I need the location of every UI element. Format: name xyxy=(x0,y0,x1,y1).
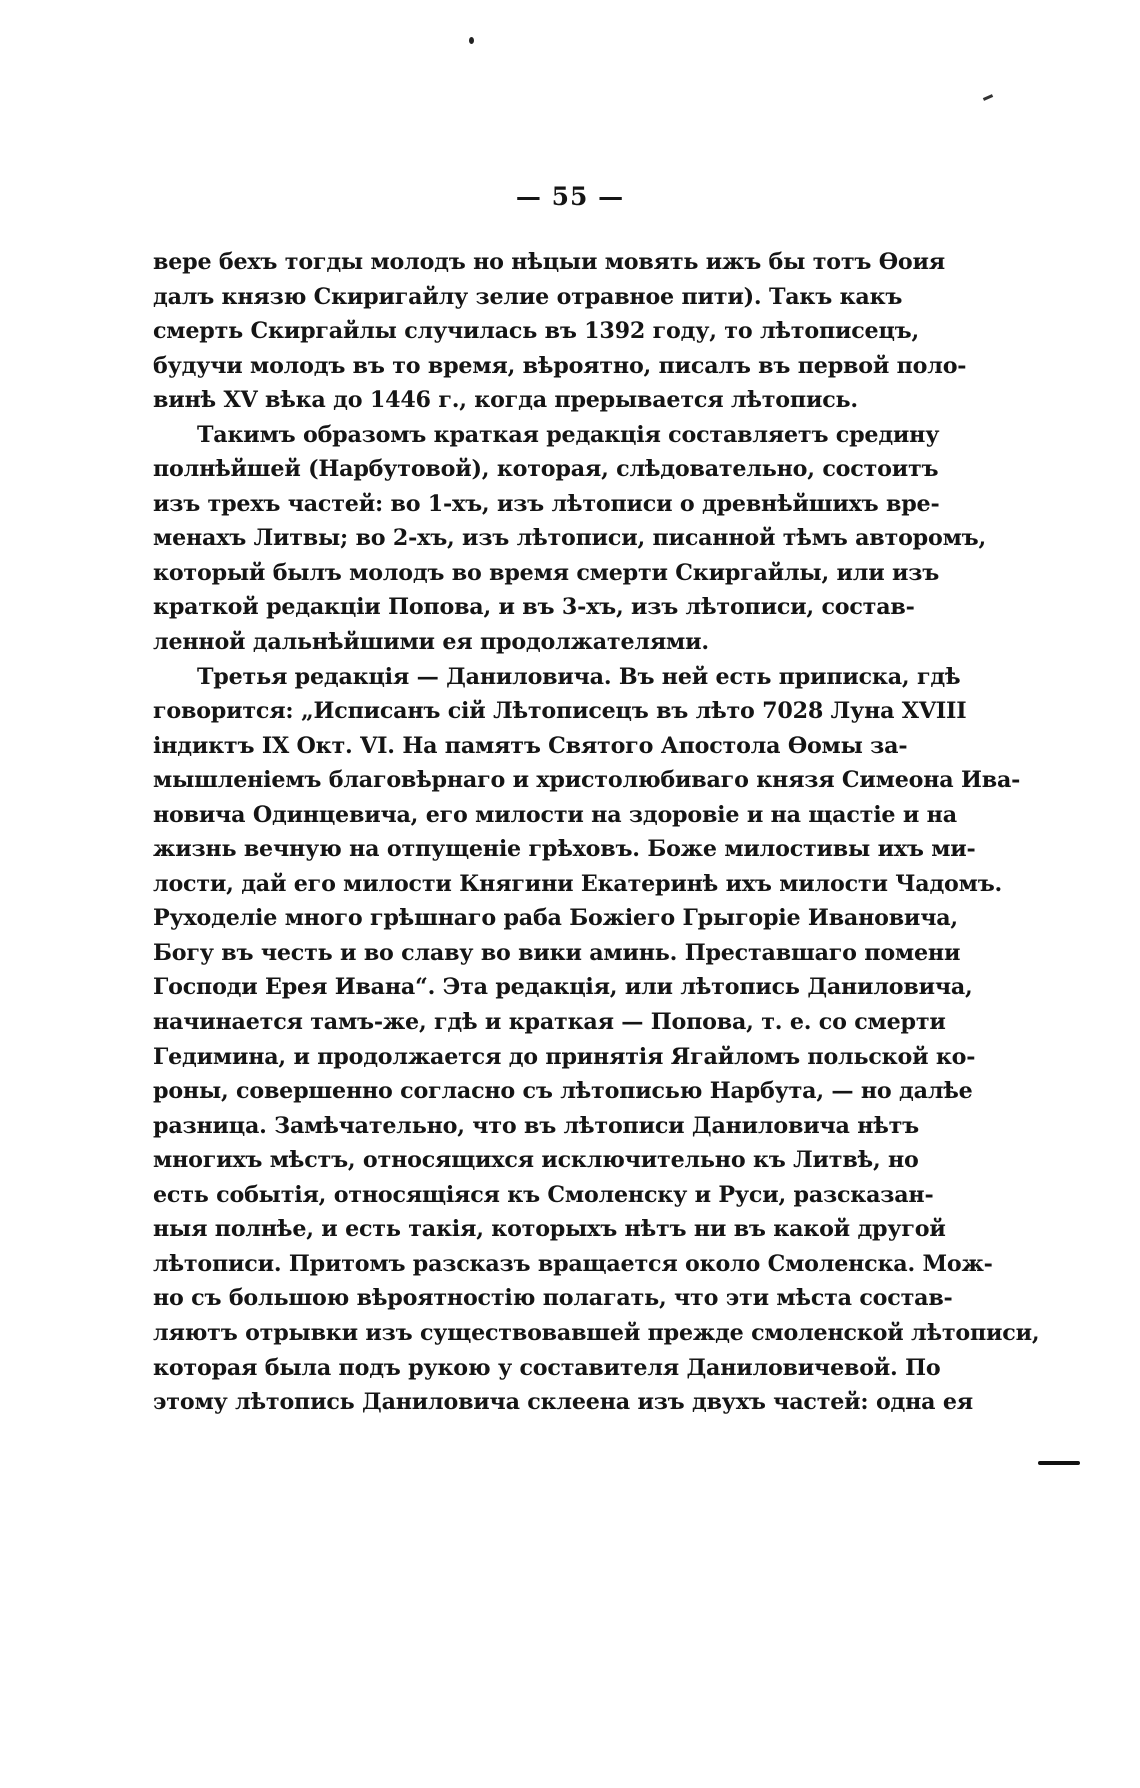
text-line: далъ князю Скиригайлу зелие отравное пити). Такъ какъ xyxy=(153,283,903,310)
text-line: краткой редакціи Попова, и въ 3-хъ, изъ лѣтописи, состав- xyxy=(153,594,915,621)
ink-speck xyxy=(469,37,474,44)
text-line: Третья редакція — Даниловича. Въ ней есть приписка, гдѣ xyxy=(197,663,961,690)
text-line: разница. Замѣчательно, что въ лѣтописи Даниловича нѣтъ xyxy=(153,1112,920,1139)
page-number: — 55 — xyxy=(515,182,625,211)
text-line: говорится: „Исписанъ сій Лѣтописецъ въ лѣто 7028 Луна XVIII xyxy=(153,698,967,725)
text-line: лѣтописи. Притомъ разсказъ вращается около Смоленска. Мож- xyxy=(153,1250,993,1277)
text-line: індиктъ IX Окт. VI. На памятъ Святого Апостола Ѳомы за- xyxy=(153,732,908,759)
margin-dash xyxy=(1038,1461,1080,1465)
text-line: этому лѣтопись Даниловича склеена изъ двухъ частей: одна ея xyxy=(153,1389,973,1416)
text-line: менахъ Литвы; во 2-хъ, изъ лѣтописи, писанной тѣмъ авторомъ, xyxy=(153,525,986,552)
text-line: смерть Скиргайлы случилась въ 1392 году, то лѣтописецъ, xyxy=(153,318,919,345)
text-line: Богу въ честь и во славу во вики аминь. Преставшаго помени xyxy=(153,939,961,966)
text-line: Руходеліе много грѣшнаго раба Божіего Грыгоріе Ивановича, xyxy=(153,905,958,932)
text-line: ныя полнѣе, и есть такія, которыхъ нѣтъ ни въ какой другой xyxy=(153,1216,946,1243)
text-line: Гедимина, и продолжается до принятія Ягайломъ польской ко- xyxy=(153,1043,976,1070)
text-line: вере бехъ тогды молодъ но нѣцыи мовять ижъ бы тотъ Ѳоия xyxy=(153,249,945,275)
text-line: мышленіемъ благовѣрнаго и христолюбиваго князя Симеона Ива- xyxy=(153,767,1021,794)
text-line: которая была подъ рукою у составителя Даниловичевой. По xyxy=(153,1354,941,1381)
text-line: начинается тамъ-же, гдѣ и краткая — Попова, т. е. со смерти xyxy=(153,1009,946,1036)
text-line: многихъ мѣстъ, относящихся исключительно къ Литвѣ, но xyxy=(153,1147,919,1174)
text-line: ленной дальнѣйшими ея продолжателями. xyxy=(153,629,709,656)
text-line: будучи молодъ въ то время, вѣроятно, писалъ въ первой поло- xyxy=(153,352,967,379)
text-line: изъ трехъ частей: во 1-хъ, изъ лѣтописи о древнѣйшихъ вре- xyxy=(153,490,940,517)
text-line: есть событія, относящіяся къ Смоленску и Руси, разсказан- xyxy=(153,1181,934,1208)
ink-mark xyxy=(983,94,993,101)
text-line: винѣ XV вѣка до 1446 г., когда прерывается лѣтопись. xyxy=(153,387,858,414)
text-line: ляютъ отрывки изъ существовавшей прежде смоленской лѣтописи, xyxy=(153,1319,1040,1346)
text-line: новича Одинцевича, его милости на здоровіе и на щастіе и на xyxy=(153,801,957,828)
text-line: Такимъ образомъ краткая редакція составляетъ средину xyxy=(197,421,940,448)
body-text xyxy=(153,245,1040,1420)
text-line: лости, дай его милости Княгини Екатеринѣ ихъ милости Чадомъ. xyxy=(153,870,1003,897)
text-line: но съ большою вѣроятностію полагать, что эти мѣста состав- xyxy=(153,1285,953,1312)
text-line: который былъ молодъ во время смерти Скиргайлы, или изъ xyxy=(153,559,940,586)
text-line: Господи Ерея Ивана“. Эта редакція, или лѣтопись Даниловича, xyxy=(153,974,973,1001)
text-line: роны, совершенно согласно съ лѣтописью Нарбута, — но далѣе xyxy=(153,1078,973,1105)
text-line: полнѣйшей (Нарбутовой), которая, слѣдовательно, состоитъ xyxy=(153,456,939,483)
text-line: жизнь вечную на отпущеніе грѣховъ. Боже милостивы ихъ ми- xyxy=(153,836,976,863)
